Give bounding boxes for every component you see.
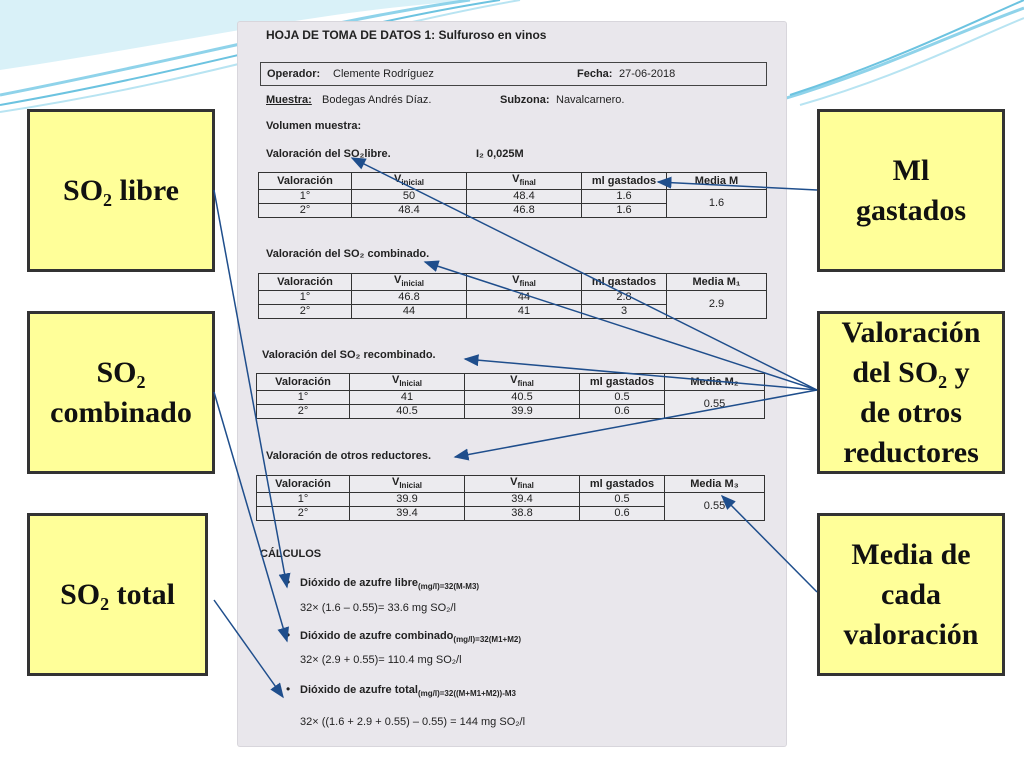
th-ml-gastados: ml gastados bbox=[582, 173, 667, 190]
bullet-icon: • bbox=[286, 575, 291, 589]
table-row: 1° 46.8 44 2.8 2.9 bbox=[259, 291, 767, 305]
fecha-value: 27-06-2018 bbox=[619, 68, 676, 80]
section-title-reductores: Valoración de otros reductores. bbox=[266, 450, 432, 462]
fecha-label: Fecha: bbox=[577, 68, 613, 80]
callout-ml-gastados: Ml gastados bbox=[817, 109, 1005, 272]
media-value: 0.55 bbox=[665, 493, 765, 521]
section-title-combinado: Valoración del SO₂ combinado. bbox=[266, 248, 430, 260]
table-row: 2° 44 41 3 bbox=[259, 305, 767, 319]
table-so2-libre bbox=[258, 172, 767, 218]
table-so2-recombinado: Valoración $V_{Inicial}$ $V_{final}$ ml gastados Media M₂ 1° 41 40.5 0.5 0.55 2° 40.5 39.9 0.6 bbox=[256, 373, 765, 419]
muestra-value: Bodegas Andrés Díaz. bbox=[322, 94, 432, 106]
table-row: 1° 39.9 39.4 0.5 0.55 bbox=[257, 493, 765, 507]
bullet-icon: • bbox=[286, 628, 291, 642]
th-vfinal: $V_{final}$ bbox=[467, 173, 582, 190]
volumen-label: Volumen muestra: bbox=[266, 120, 362, 132]
calc-name-libre: Dióxido de azufre libre$_{(mg/l)=32(M-M3)}$ bbox=[300, 577, 480, 592]
bullet-icon: • bbox=[286, 682, 291, 696]
muestra-label: Muestra: bbox=[266, 94, 312, 106]
subzona-value: Navalcarnero. bbox=[556, 94, 625, 106]
operador-label: Operador: bbox=[267, 68, 321, 80]
calc-value-total: 32× ((1.6 + 2.9 + 0.55) – 0.55) = 144 mg SO₂/l bbox=[300, 716, 526, 728]
media-value: 1.6 bbox=[667, 190, 767, 218]
section-extra-libre: I₂ 0,025M bbox=[476, 148, 524, 160]
callout-valoracion: Valoración del SO₂ y de otros reductores bbox=[817, 311, 1005, 474]
media-value: 2.9 bbox=[667, 291, 767, 319]
table-otros-reductores: Valoración $V_{Inicial}$ $V_{final}$ ml gastados Media M₃ 1° 39.9 39.4 0.5 0.55 2° 39.4 38.8 0.6 bbox=[256, 475, 765, 521]
th-valoracion: Valoración bbox=[259, 173, 352, 190]
table-row: 1° 41 40.5 0.5 0.55 bbox=[257, 391, 765, 405]
calc-name-total: Dióxido de azufre total$_{(mg/l)=32((M+M1+M2))-M3}$ bbox=[300, 684, 516, 699]
table-row: 1° 50 48.4 1.6 1.6 bbox=[259, 190, 767, 204]
calc-value-libre: 32× (1.6 – 0.55)= 33.6 mg SO₂/l bbox=[300, 602, 456, 614]
sheet-title: HOJA DE TOMA DE DATOS 1: Sulfuroso en vinos bbox=[266, 28, 547, 42]
callout-media: Media de cada valoración bbox=[817, 513, 1005, 676]
section-title-libre: Valoración del SO₂libre. bbox=[266, 148, 391, 160]
calc-name-combinado: Dióxido de azufre combinado$_{(mg/l)=32(M1+M2)}$ bbox=[300, 630, 521, 645]
calc-value-combinado: 32× (2.9 + 0.55)= 110.4 mg SO₂/l bbox=[300, 654, 462, 666]
data-sheet-photo bbox=[238, 22, 786, 746]
section-title-recombinado: Valoración del SO₂ recombinado. bbox=[262, 349, 436, 361]
media-value: 0.55 bbox=[665, 391, 765, 419]
table-row: 2° 39.4 38.8 0.6 bbox=[257, 507, 765, 521]
th-media: Media M bbox=[667, 173, 767, 190]
table-so2-combinado: Valoración $V_{inicial}$ $V_{final}$ ml gastados Media M₁ 1° 46.8 44 2.8 2.9 2° 44 41 3 bbox=[258, 273, 767, 319]
operador-value: Clemente Rodríguez bbox=[333, 68, 434, 80]
table-row: 2° 40.5 39.9 0.6 bbox=[257, 405, 765, 419]
subzona-label: Subzona: bbox=[500, 94, 550, 106]
callout-so2-total: SO₂ total bbox=[27, 513, 208, 676]
calculos-title: CÁLCULOS bbox=[260, 548, 322, 560]
callout-so2-libre: SO₂ libre bbox=[27, 109, 215, 272]
operator-box bbox=[260, 62, 767, 86]
th-vinicial: $V_{inicial}$ bbox=[352, 173, 467, 190]
table-row: 2° 48.4 46.8 1.6 bbox=[259, 204, 767, 218]
callout-so2-combinado: SO₂ combinado bbox=[27, 311, 215, 474]
